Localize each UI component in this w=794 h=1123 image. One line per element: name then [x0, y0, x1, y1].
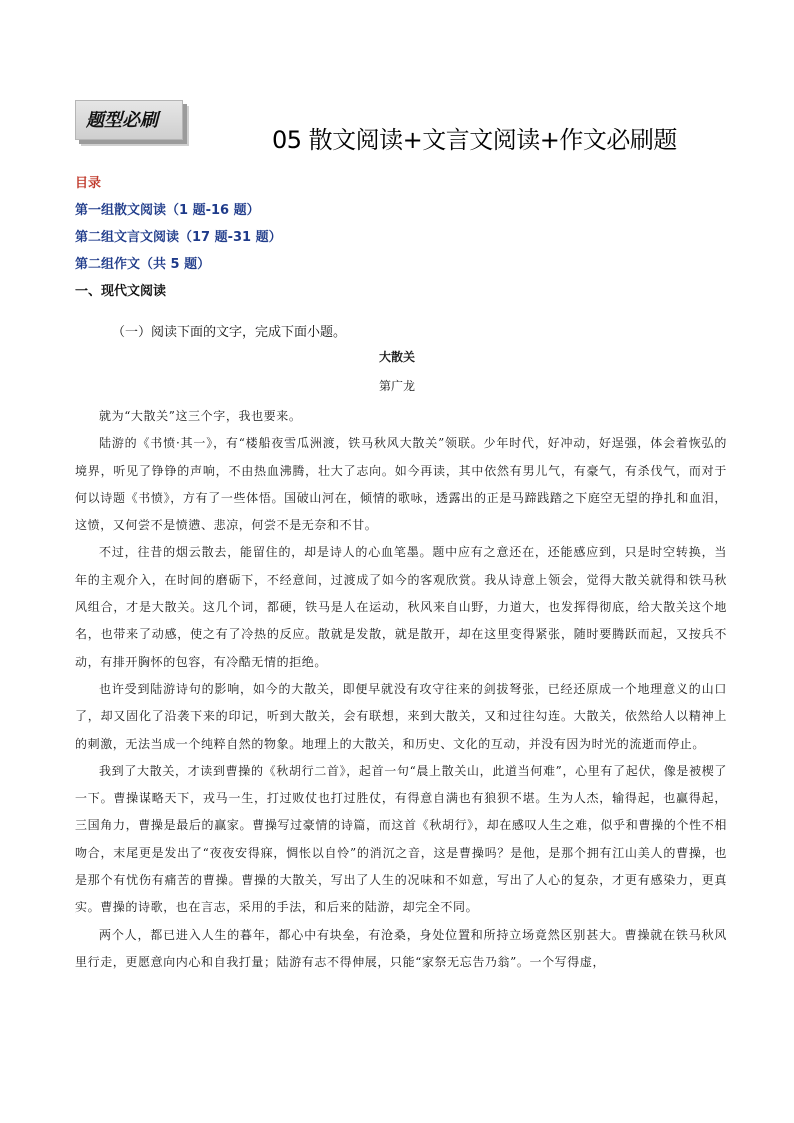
section-badge: 题型必刷: [75, 100, 183, 140]
paragraph: 我到了大散关，才读到曹操的《秋胡行二首》，起首一句“晨上散关山，此道当何难”，心里有了起伏，像是被楔了一下。曹操谋略天下，戎马一生，打过败仗也打过胜仗，有得意自满也有狼狈不堪。生为人杰，输得起，也赢得起，三国角力，曹操是最后的赢家。曹操写过豪情的诗篇，而这首《秋胡行》，却在感叹人生之难，似乎和曹操的个性不相吻合，末尾更是发出了“夜夜安得寐，惆怅以自怜”的消沉之音，这是曹操吗？是他，是那个拥有江山美人的曹操，也是那个有忧伤有痛苦的曹操。曹操的大散关，写出了人生的况味和不如意，写出了人心的复杂，才更有感染力，更真实。曹操的诗歌，也在言志，采用的手法，和后来的陆游，却完全不同。: [75, 763, 727, 915]
paragraph: 两个人，都已进入人生的暮年，都心中有块垒，有沧桑，身处位置和所持立场竟然区别甚大。曹操就在铁马秋风里行走，更愿意向内心和自我打量；陆游有志不得伸展，只能“家祭无忘告乃翁”。一个写得虚，: [75, 927, 727, 969]
essay-body: [75, 403, 727, 976]
section-heading: 一、现代文阅读: [75, 284, 167, 299]
paragraph: 陆游的《书愤·其一》，有“楼船夜雪瓜洲渡，铁马秋风大散关”领联。少年时代，好冲动，好逞强，体会着恢弘的境界，听见了铮铮的声响，不由热血沸腾，壮大了志向。如今再读，其中依然有男儿气，有豪气，有杀伐气，而对于何以诗题《书愤》，方有了一些体悟。国破山河在，倾情的歌咏，透露出的正是马蹄践踏之下庭空无望的挣扎和血泪，这愤，又何尝不是愤懑、悲凉，何尝不是无奈和不甘。: [75, 436, 727, 533]
paragraph: 不过，往昔的烟云散去，能留住的，却是诗人的心血笔墨。题中应有之意还在，还能感应到，只是时空转换，当年的主观介入，在时间的磨砺下，不经意间，过渡成了如今的客观欣赏。我从诗意上领会，觉得大散关就得和铁马秋风组合，才是大散关。这几个词，都硬，铁马是人在运动，秋风来自山野，力道大，也发挥得彻底，给大散关这个地名，也带来了动感，使之有了冷热的反应。散就是发散，就是散开，却在这里变得紧张，随时要腾跃而起，又按兵不动，有排开胸怀的包容，有冷酷无情的拒绝。: [75, 545, 727, 669]
toc-item-prose[interactable]: 第一组散文阅读（1 题-16 题）: [75, 203, 260, 218]
essay-title: 大散关: [378, 350, 415, 364]
table-of-contents: [75, 176, 282, 311]
paragraph: 也许受到陆游诗句的影响，如今的大散关，即便早就没有攻守往来的剑拔弩张，已经还原成一个地理意义的山口了，却又固化了沿袭下来的印记，听到大散关，会有联想，来到大散关，又和过往勾连。大散关，依然给人以精神上的刺激，无法当成一个纯粹自然的物象。地理上的大散关，和历史、文化的互动，并没有因为时光的流逝而停止。: [75, 681, 727, 751]
toc-heading: 目录: [75, 176, 102, 191]
paragraph: 就为“大散关”这三个字，我也要来。: [99, 409, 302, 423]
reading-instruction: （一）阅读下面的文字，完成下面小题。: [112, 325, 347, 340]
toc-item-classical[interactable]: 第二组文言文阅读（17 题-31 题）: [75, 230, 282, 245]
document-title: 05 散文阅读+文言文阅读+作文必刷题: [272, 126, 677, 154]
essay-author: 第广龙: [378, 379, 415, 393]
toc-item-composition[interactable]: 第二组作文（共 5 题）: [75, 257, 211, 272]
